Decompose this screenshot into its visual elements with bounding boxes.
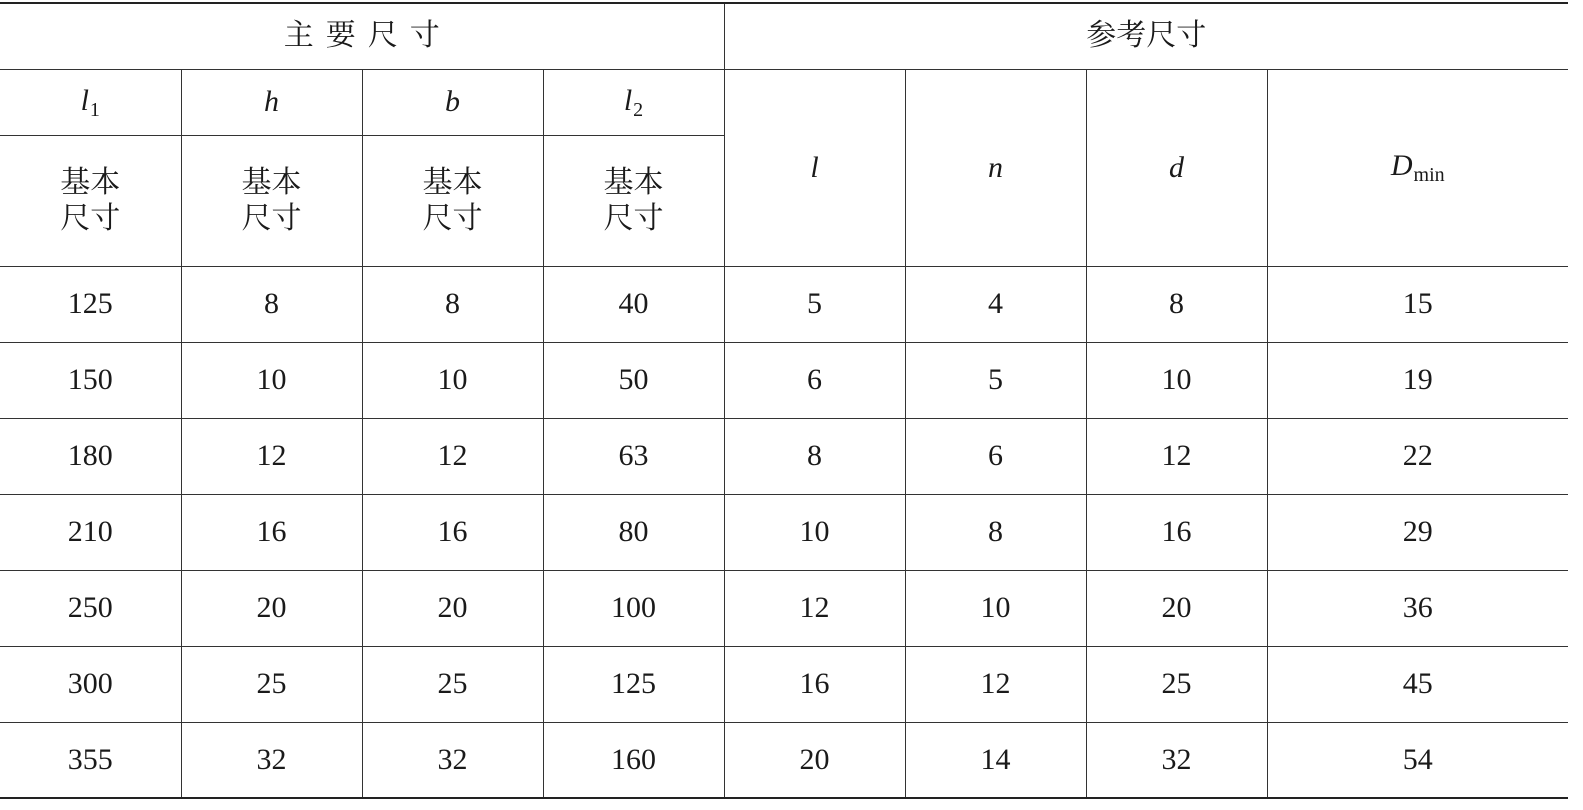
symbol-text: l	[810, 150, 819, 184]
symbol-text: l	[80, 83, 89, 117]
table-cell: 100	[543, 570, 724, 646]
table-cell: 5	[905, 342, 1086, 418]
table-cell: 20	[724, 722, 905, 798]
group-main-dimensions: 主要尺寸	[0, 3, 724, 69]
col-header-l	[724, 69, 905, 266]
table-row	[0, 570, 1568, 646]
table-cell: 80	[543, 494, 724, 570]
basic-size-line2: 尺寸	[60, 201, 121, 235]
table-cell: 32	[362, 722, 543, 798]
table-cell: 29	[1267, 494, 1568, 570]
table-cell: 14	[905, 722, 1086, 798]
table-cell: 16	[362, 494, 543, 570]
table-cell: 6	[905, 418, 1086, 494]
table-cell: 8	[181, 266, 362, 342]
symbol-subscript: min	[1413, 164, 1445, 186]
symbol-subscript: 1	[89, 98, 100, 121]
table-cell: 25	[1086, 646, 1267, 722]
table-row	[0, 722, 1568, 798]
col-header-l1	[0, 69, 181, 135]
basic-size-cell	[543, 135, 724, 266]
table-cell: 8	[724, 418, 905, 494]
basic-size-line2: 尺寸	[603, 201, 664, 235]
table-cell: 40	[543, 266, 724, 342]
table-cell: 10	[905, 570, 1086, 646]
table-cell: 16	[1086, 494, 1267, 570]
table-cell: 20	[1086, 570, 1267, 646]
table-cell: 10	[1086, 342, 1267, 418]
table-cell: 19	[1267, 342, 1568, 418]
table-cell: 5	[724, 266, 905, 342]
col-header-h	[181, 69, 362, 135]
basic-size-line1: 基本	[422, 165, 483, 199]
col-header-n	[905, 69, 1086, 266]
basic-size-cell	[0, 135, 181, 266]
table-cell: 22	[1267, 418, 1568, 494]
table-cell: 16	[724, 646, 905, 722]
col-header-l2	[543, 69, 724, 135]
basic-size-line1: 基本	[60, 165, 121, 199]
table-cell: 10	[724, 494, 905, 570]
table-cell: 180	[0, 418, 181, 494]
group-header-row	[0, 3, 1568, 69]
symbol-text: n	[988, 150, 1003, 184]
table-cell: 125	[0, 266, 181, 342]
table-cell: 20	[181, 570, 362, 646]
symbol-text: b	[445, 85, 460, 118]
symbol-text: l	[623, 83, 633, 117]
table-cell: 8	[362, 266, 543, 342]
table-cell: 160	[543, 722, 724, 798]
symbol-text: d	[1169, 150, 1184, 184]
col-header-dmin	[1267, 69, 1568, 266]
table-cell: 15	[1267, 266, 1568, 342]
symbol-header-row	[0, 69, 1568, 135]
table-cell: 8	[1086, 266, 1267, 342]
table-cell: 12	[362, 418, 543, 494]
table-cell: 4	[905, 266, 1086, 342]
dimension-table	[0, 2, 1568, 799]
table-row	[0, 494, 1568, 570]
table-cell: 25	[181, 646, 362, 722]
table-cell: 150	[0, 342, 181, 418]
table-row	[0, 342, 1568, 418]
symbol-text: h	[264, 85, 279, 118]
table-cell: 25	[362, 646, 543, 722]
table-cell: 300	[0, 646, 181, 722]
table-cell: 32	[1086, 722, 1267, 798]
table-cell: 10	[181, 342, 362, 418]
table-cell: 6	[724, 342, 905, 418]
table-cell: 54	[1267, 722, 1568, 798]
table-cell: 20	[362, 570, 543, 646]
symbol-text: D	[1390, 149, 1413, 182]
table-cell: 250	[0, 570, 181, 646]
table-cell: 16	[181, 494, 362, 570]
table-row	[0, 418, 1568, 494]
basic-size-cell	[362, 135, 543, 266]
col-header-d	[1086, 69, 1267, 266]
group-reference-dimensions: 参考尺寸	[724, 3, 1568, 69]
table-cell: 12	[181, 418, 362, 494]
col-header-b	[362, 69, 543, 135]
basic-size-line2: 尺寸	[241, 201, 302, 235]
table-cell: 12	[724, 570, 905, 646]
table-cell: 12	[1086, 418, 1267, 494]
table-cell: 355	[0, 722, 181, 798]
table-cell: 32	[181, 722, 362, 798]
table-cell: 36	[1267, 570, 1568, 646]
table-cell: 125	[543, 646, 724, 722]
table-cell: 12	[905, 646, 1086, 722]
basic-size-line2: 尺寸	[422, 201, 483, 235]
basic-size-line1: 基本	[241, 165, 302, 199]
basic-size-line1: 基本	[603, 165, 664, 199]
table-cell: 63	[543, 418, 724, 494]
table-cell: 210	[0, 494, 181, 570]
table-cell: 45	[1267, 646, 1568, 722]
table-cell: 8	[905, 494, 1086, 570]
basic-size-cell	[181, 135, 362, 266]
table-cell: 50	[543, 342, 724, 418]
table-row	[0, 646, 1568, 722]
table-row	[0, 266, 1568, 342]
symbol-subscript: 2	[633, 98, 644, 121]
table-cell: 10	[362, 342, 543, 418]
